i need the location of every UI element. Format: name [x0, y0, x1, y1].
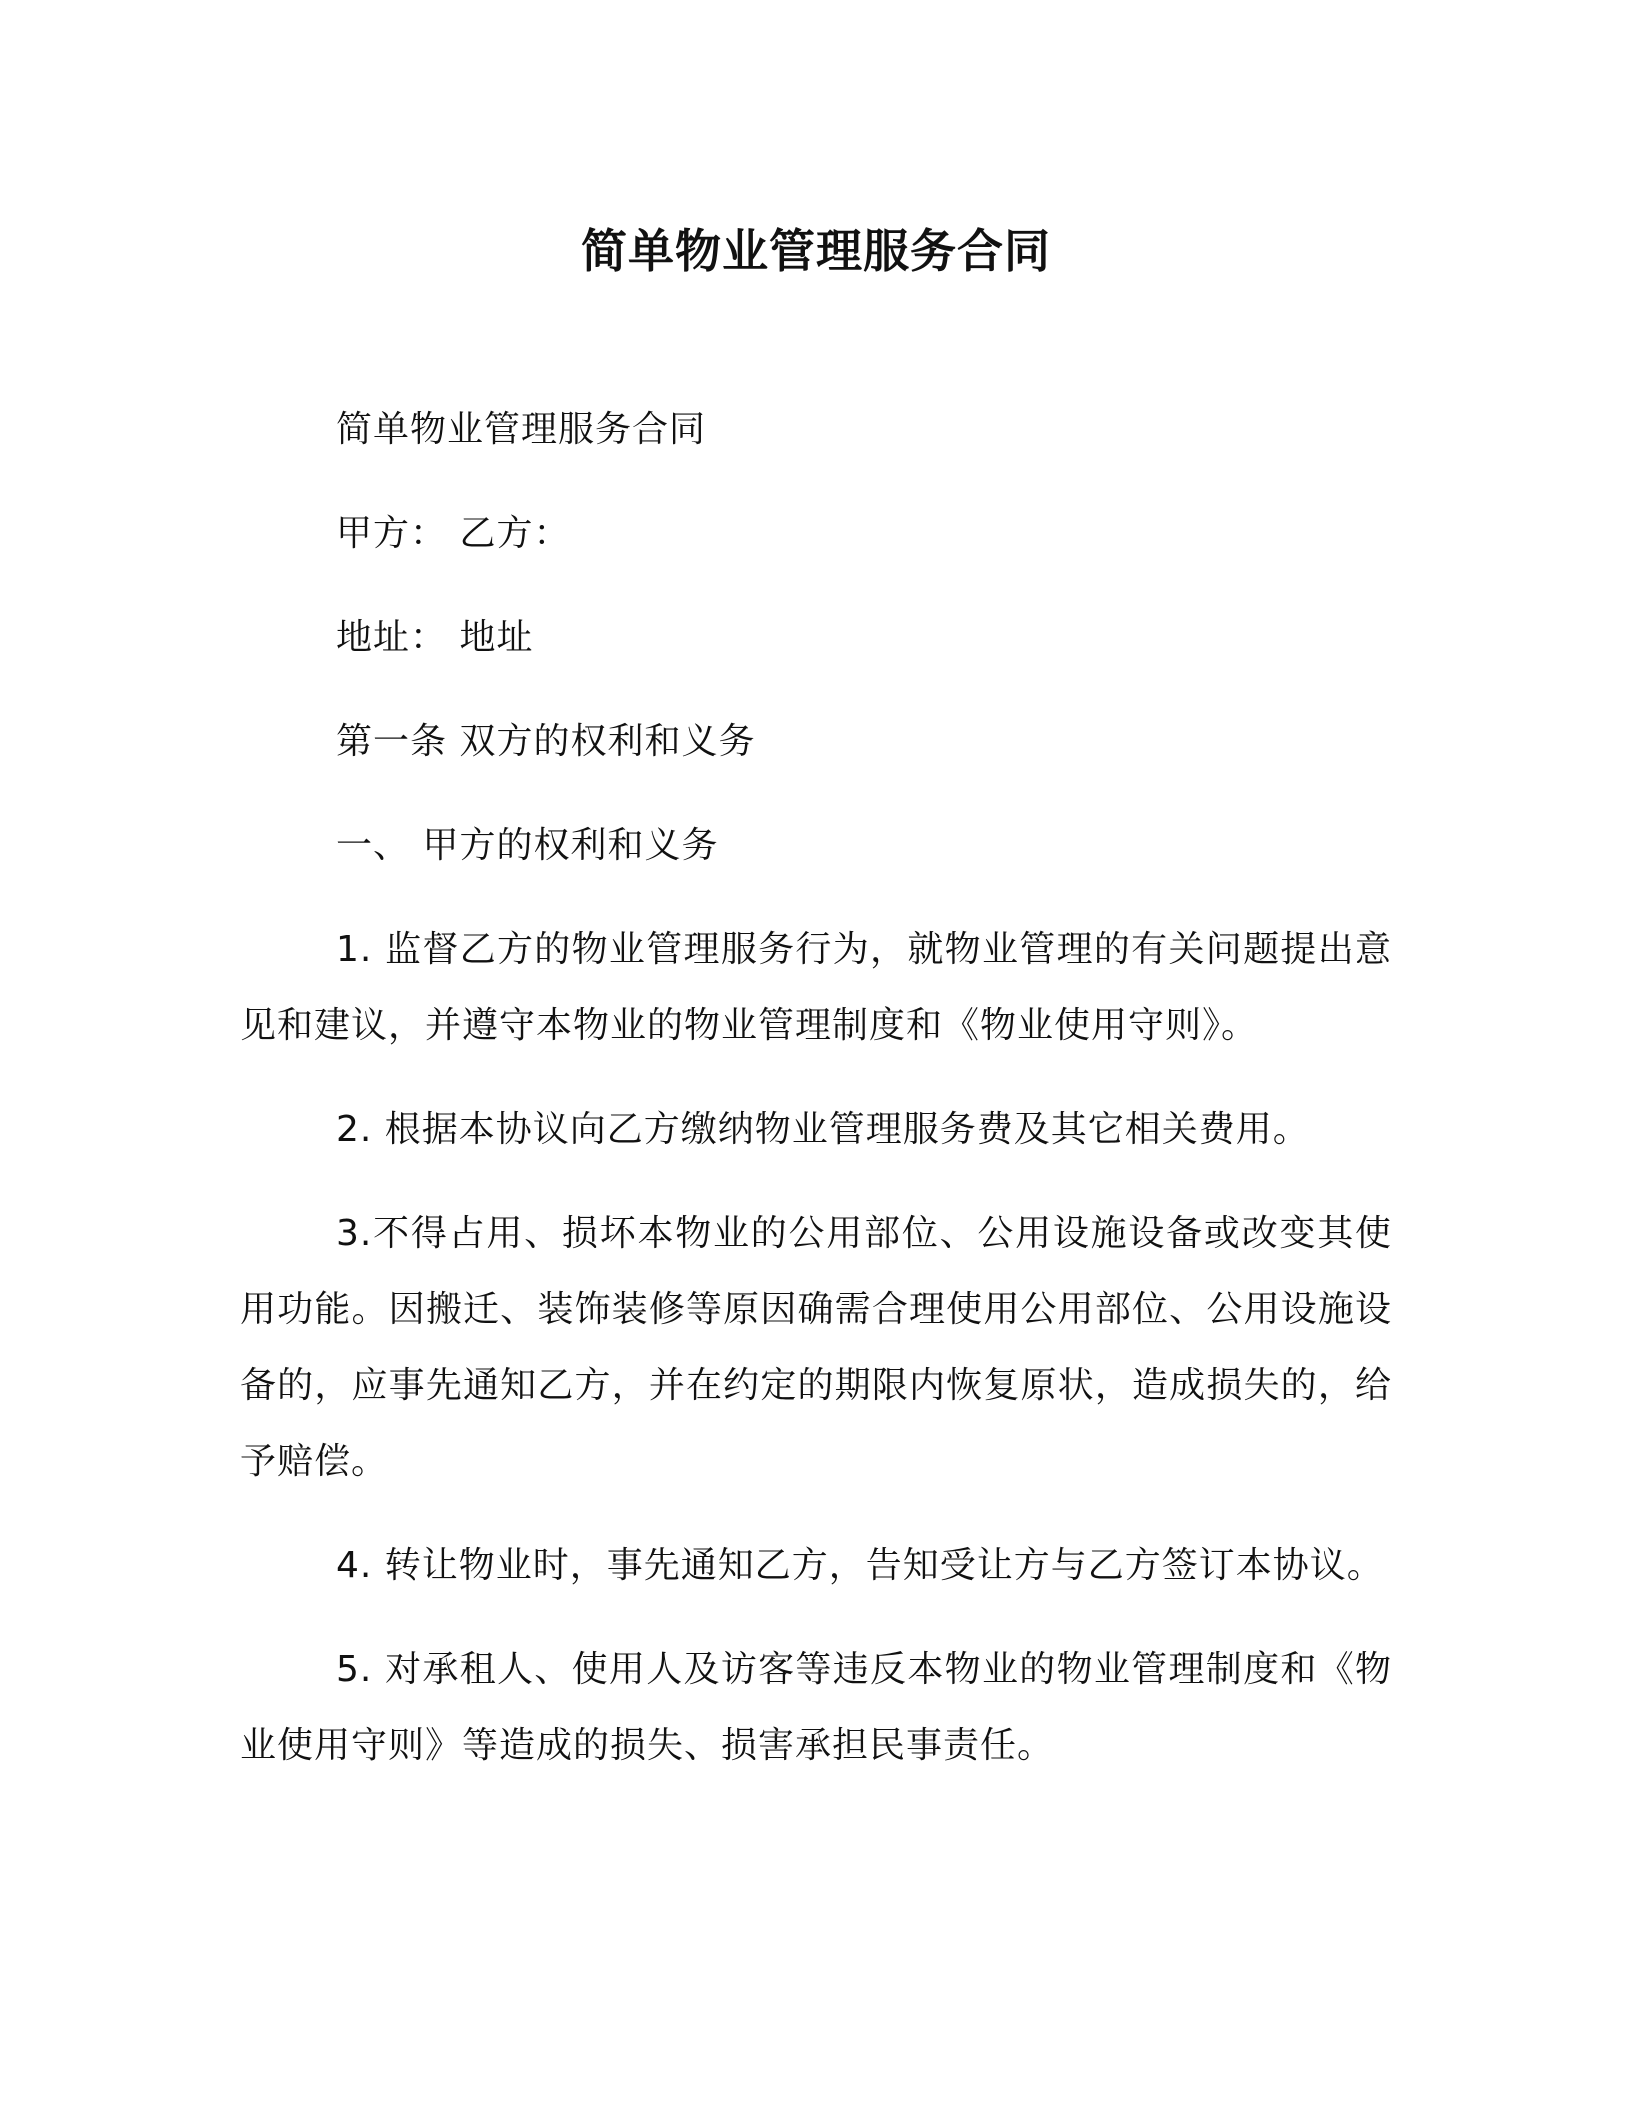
paragraph-contract-name: 简单物业管理服务合同	[336, 409, 707, 450]
paragraph-item-5: 5. 对承租人、使用人及访客等违反本物业的物业管理制度和《物业使用守则》等造成的损失、损害承担民事责任。	[240, 1649, 1392, 1766]
paragraph-item-3: 3.不得占用、损坏本物业的公用部位、公用设施设备或改变其使用功能。因搬迁、装饰装修等原因确需合理使用公用部位、公用设施设备的，应事先通知乙方，并在约定的期限内恢复原状，造成损失的，给予赔偿。	[240, 1213, 1392, 1482]
paragraph-item-2: 2. 根据本协议向乙方缴纳物业管理服务费及其它相关费用。	[336, 1109, 1310, 1150]
paragraph-addresses: 地址： 地址	[336, 617, 534, 658]
paragraph-article-1-heading: 第一条 双方的权利和义务	[336, 721, 756, 762]
paragraph-item-4: 4. 转让物业时，事先通知乙方，告知受让方与乙方签订本协议。	[336, 1545, 1384, 1586]
paragraph-item-1: 1. 监督乙方的物业管理服务行为，就物业管理的有关问题提出意见和建议，并遵守本物业的物业管理制度和《物业使用守则》。	[240, 929, 1392, 1046]
document-title: 简单物业管理服务合同	[581, 224, 1051, 278]
paragraph-section-1-heading: 一、 甲方的权利和义务	[336, 825, 719, 866]
paragraph-parties: 甲方： 乙方：	[336, 513, 571, 554]
document-body	[240, 392, 1392, 1812]
